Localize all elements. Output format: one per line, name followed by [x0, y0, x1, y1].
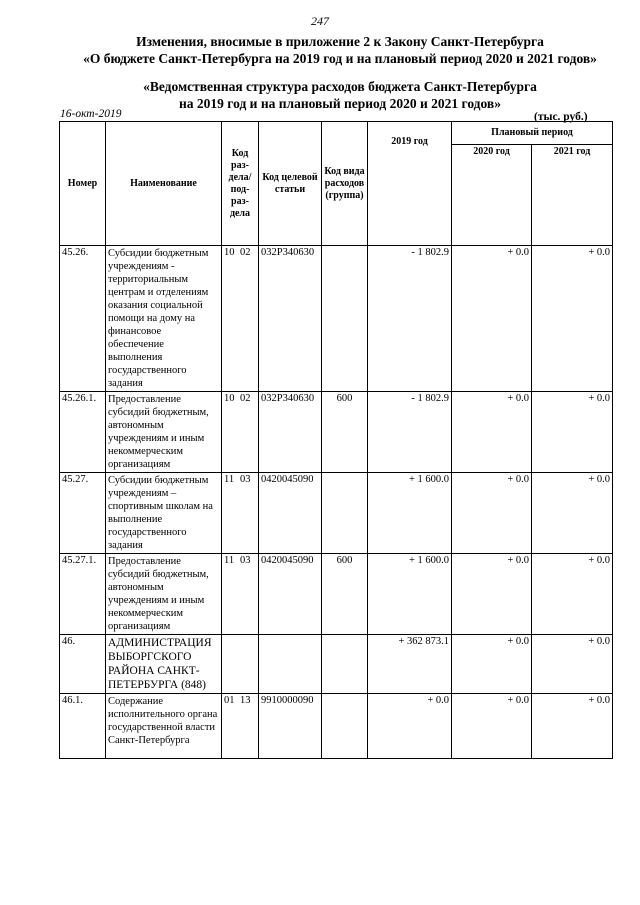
header-target: Код целевой статьи [259, 122, 322, 246]
table-row [60, 694, 613, 759]
row-name: Предоставление субсидий бюджетным, автономным учреждениям и иным некоммерческим организациям [106, 554, 222, 635]
header-name: Наименование [106, 122, 222, 246]
row-2019: + 1 600.0 [368, 473, 452, 554]
title-line-1: Изменения, вносимые в приложение 2 к Закону Санкт-Петербурга [136, 34, 544, 49]
row-2020: + 0.0 [452, 635, 532, 694]
row-2021: + 0.0 [532, 246, 613, 392]
row-expense-type [322, 246, 368, 392]
header-2020: 2020 год [452, 145, 532, 246]
row-name: Содержание исполнительного органа государственной власти Санкт-Петербурга [106, 694, 222, 759]
row-target: 0420045090 [259, 473, 322, 554]
row-number: 45.26.1. [60, 392, 106, 473]
subtitle-line-2: на 2019 год и на плановый период 2020 и 2021 годов» [179, 96, 501, 111]
header-planned-period: Плановый период [452, 122, 613, 145]
row-2019: + 0.0 [368, 694, 452, 759]
row-expense-type [322, 694, 368, 759]
row-2020: + 0.0 [452, 246, 532, 392]
header-2019: 2019 год [368, 122, 452, 246]
table-row [60, 246, 613, 392]
subtitle-line-1: «Ведомственная структура расходов бюджета Санкт-Петербурга [143, 79, 537, 94]
table-row [60, 554, 613, 635]
row-target: 9910000090 [259, 694, 322, 759]
row-name: Субсидии бюджетным учреждениям – спортивным школам на выполнение государственного задания [106, 473, 222, 554]
row-name: АДМИНИСТРАЦИЯ ВЫБОРГСКОГО РАЙОНА САНКТ-ПЕТЕРБУРГА (848) [106, 635, 222, 694]
row-2019: + 362 873.1 [368, 635, 452, 694]
row-2021: + 0.0 [532, 635, 613, 694]
row-2019: + 1 600.0 [368, 554, 452, 635]
row-2019: - 1 802.9 [368, 392, 452, 473]
row-expense-type: 600 [322, 392, 368, 473]
row-target: 0420045090 [259, 554, 322, 635]
row-2020: + 0.0 [452, 392, 532, 473]
row-name: Предоставление субсидий бюджетным, автономным учреждениям и иным некоммерческим организациям [106, 392, 222, 473]
table-row [60, 392, 613, 473]
header-section: Код раз-дела/ под-раз-дела [222, 122, 259, 246]
row-section: 01 13 [222, 694, 259, 759]
header-2021: 2021 год [532, 145, 613, 246]
row-number: 45.27. [60, 473, 106, 554]
row-2021: + 0.0 [532, 694, 613, 759]
expenditure-table [59, 121, 613, 759]
row-expense-type: 600 [322, 554, 368, 635]
document-date: 16-окт-2019 [60, 108, 122, 120]
document-title [60, 33, 620, 67]
row-target: 032P340630 [259, 246, 322, 392]
row-section [222, 635, 259, 694]
row-2021: + 0.0 [532, 554, 613, 635]
units-label: (тыс. руб.) [534, 111, 588, 123]
row-number: 46.1. [60, 694, 106, 759]
title-line-2: «О бюджете Санкт-Петербурга на 2019 год и на плановый период 2020 и 2021 годов» [83, 51, 597, 66]
row-number: 46. [60, 635, 106, 694]
row-number: 45.26. [60, 246, 106, 392]
row-2021: + 0.0 [532, 473, 613, 554]
row-number: 45.27.1. [60, 554, 106, 635]
row-section: 10 02 [222, 246, 259, 392]
table-row [60, 473, 613, 554]
row-2019: - 1 802.9 [368, 246, 452, 392]
row-section: 11 03 [222, 473, 259, 554]
row-expense-type [322, 635, 368, 694]
row-2020: + 0.0 [452, 473, 532, 554]
row-section: 10 02 [222, 392, 259, 473]
row-name: Субсидии бюджетным учреждениям - территориальным центрам и отделениям оказания социальной помощи на дому на финансовое обеспечение выполнения государственного задания [106, 246, 222, 392]
table-row [60, 635, 613, 694]
row-target: 032P340630 [259, 392, 322, 473]
header-number: Номер [60, 122, 106, 246]
row-2021: + 0.0 [532, 392, 613, 473]
row-section: 11 03 [222, 554, 259, 635]
row-expense-type [322, 473, 368, 554]
row-2020: + 0.0 [452, 554, 532, 635]
page-number: 247 [311, 14, 329, 28]
row-target [259, 635, 322, 694]
row-2020: + 0.0 [452, 694, 532, 759]
header-expense-type: Код вида расходов (группа) [322, 122, 368, 246]
table-title [60, 78, 620, 112]
